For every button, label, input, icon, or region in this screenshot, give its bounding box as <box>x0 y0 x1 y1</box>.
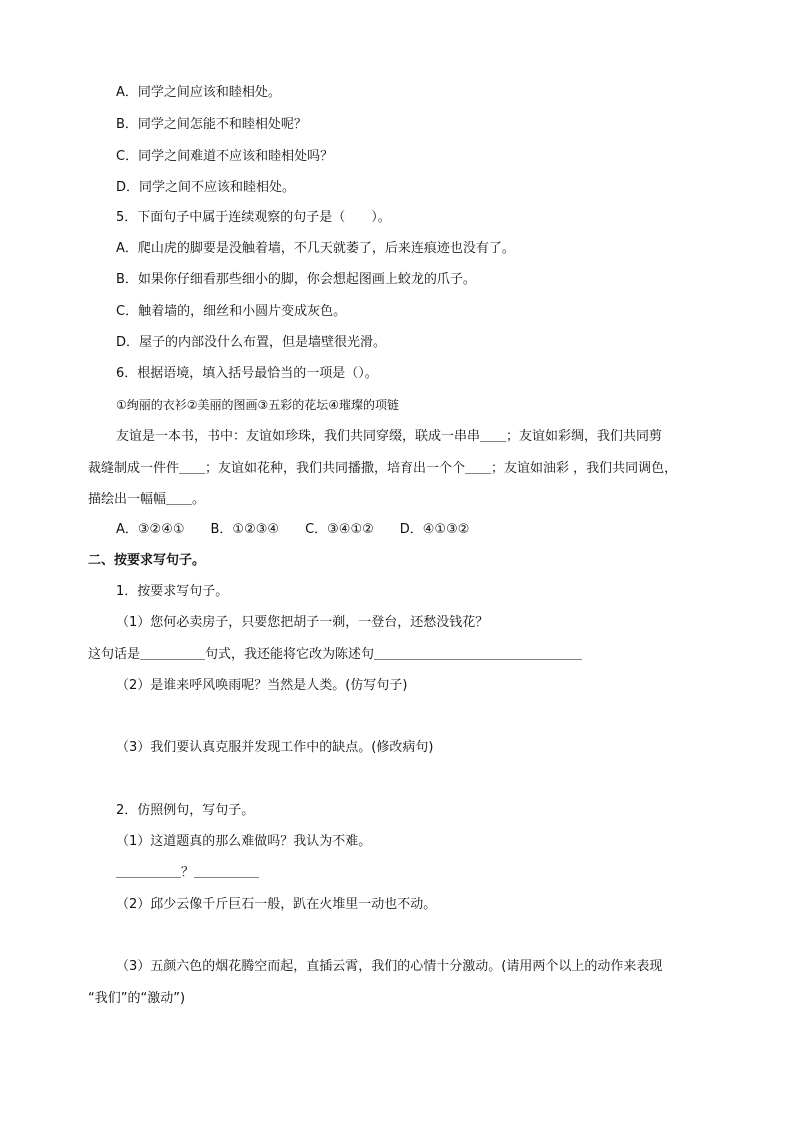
item-2-1-answer-line: ＿＿＿＿＿？＿＿＿＿＿ <box>116 865 260 880</box>
option-5a: A．爬山虎的脚要是没触着墙，不几天就萎了，后来连痕迹也没有了。 <box>116 241 515 256</box>
item-2-3-continued: “我们”的“激动”) <box>88 991 186 1006</box>
item-2-3: （3）五颜六色的烟花腾空而起，直插云霄，我们的心情十分激动。(请用两个以上的动作来表现 <box>116 959 663 974</box>
item-2-title: 2．仿照例句，写句子。 <box>116 803 255 818</box>
section-2-heading: 二、按要求写句子。 <box>88 553 206 568</box>
option-5d: D．屋子的内部没什么布置，但是墙壁很光滑。 <box>116 335 387 350</box>
item-1-1: （1）您何必卖房子，只要您把胡子一剃，一登台，还愁没钱花？ <box>116 615 489 630</box>
question-6-choices: ①绚丽的衣衫②美丽的图画③五彩的花坛④璀璨的项链 <box>116 398 400 412</box>
item-2-1: （1）这道题真的那么难做吗？我认为不难。 <box>116 834 372 849</box>
option-5b: B．如果你仔细看那些细小的脚，你会想起图画上蛟龙的爪子。 <box>116 272 476 287</box>
option-6c: C．③④①② <box>305 522 374 537</box>
option-6d: D．④①③② <box>399 522 470 537</box>
option-1d: D．同学之间不应该和睦相处。 <box>116 180 296 195</box>
option-6b: B．①②③④ <box>210 522 280 537</box>
question-5: 5．下面句子中属于连续观察的句子是（ ）。 <box>116 210 391 225</box>
option-6a: A．③②④① <box>116 522 185 537</box>
question-6-passage-3: 描绘出一幅幅＿＿。 <box>88 492 206 507</box>
question-6-passage-1: 友谊是一本书，书中：友谊如珍珠，我们共同穿缀，联成一串串＿＿；友谊如彩绸，我们共同剪 <box>116 429 663 444</box>
item-2-2: （2）邱少云像千斤巨石一般，趴在火堆里一动也不动。 <box>116 897 437 912</box>
item-1-2: （2）是谁来呼风唤雨呢？当然是人类。(仿写句子) <box>116 678 408 693</box>
option-1b: B．同学之间怎能不和睦相处呢？ <box>116 117 307 132</box>
question-6-options <box>116 521 469 539</box>
item-1-3: （3）我们要认真克服并发现工作中的缺点。(修改病句) <box>116 740 434 755</box>
option-1a: A．同学之间应该和睦相处。 <box>116 85 281 100</box>
option-1c: C．同学之间难道不应该和睦相处吗？ <box>116 149 334 164</box>
question-6-passage-2: 裁缝制成一件件＿＿；友谊如花种，我们共同播撒，培育出一个个＿＿；友谊如油彩 ，我们共同调色， <box>88 461 678 476</box>
question-6: 6．根据语境，填入括号最恰当的一项是（）。 <box>116 366 378 381</box>
option-5c: C．触着墙的，细丝和小圆片变成灰色。 <box>116 304 347 319</box>
item-1-1-answer-line: 这句话是＿＿＿＿＿句式，我还能将它改为陈述句＿＿＿＿＿＿＿＿＿＿＿＿＿＿＿＿ <box>88 647 583 662</box>
item-1-title: 1．按要求写句子。 <box>116 584 229 599</box>
